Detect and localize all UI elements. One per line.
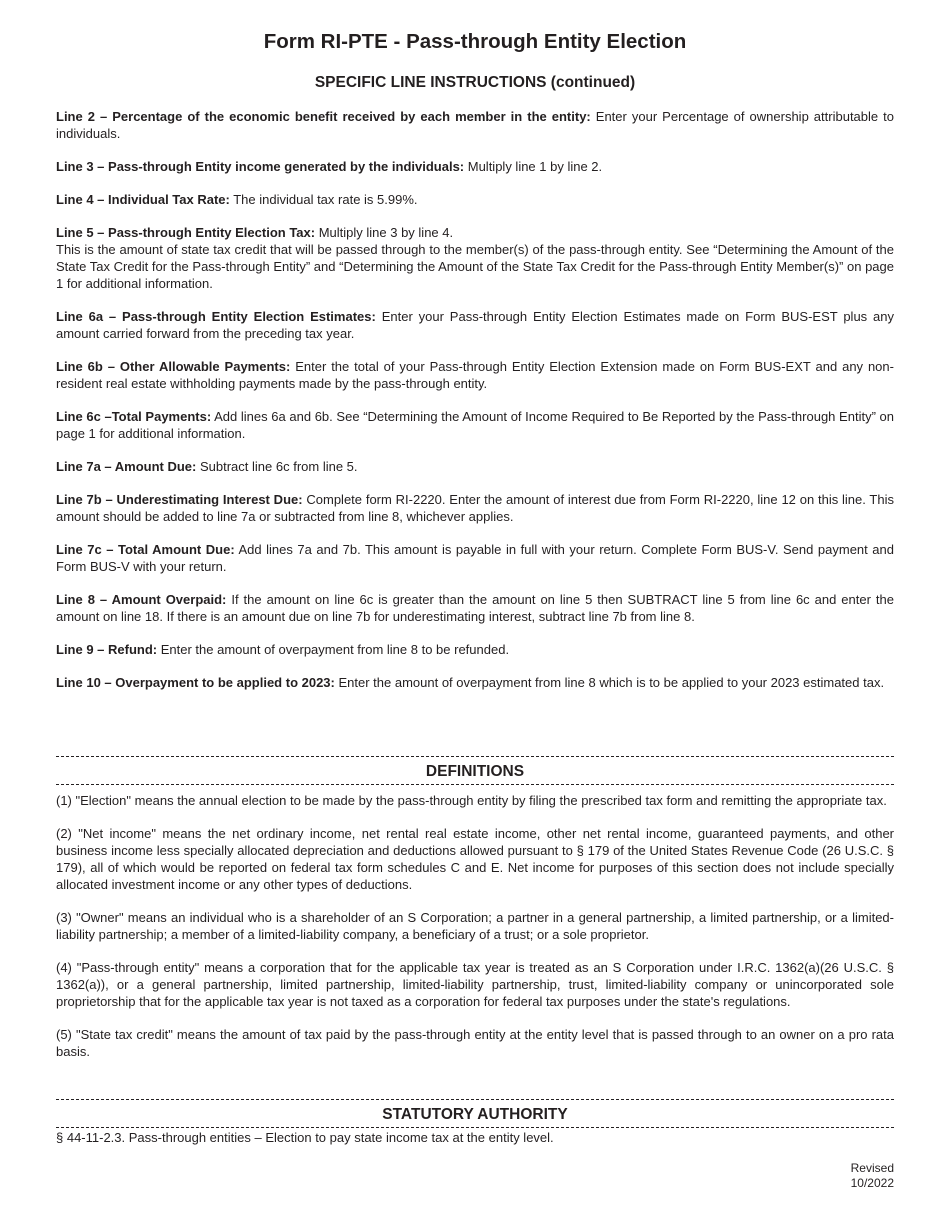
line-instructions [56,108,894,707]
line-extra-text: This is the amount of state tax credit that will be passed through to the member(s) of the pass-through entity. See “Determining the Amount of the State Tax Credit for the Pass-through Entity” and “Determining the Amount of the State Tax Credit for the Pass-through Entity Member(s)” on page 1 for additional information. [56,242,894,291]
line-label: Line 2 – Percentage of the economic benefit received by each member in the entity: [56,109,591,124]
line-label: Line 4 – Individual Tax Rate: [56,192,230,207]
revised-label: Revised [850,1161,894,1175]
line-label: Line 3 – Pass-through Entity income generated by the individuals: [56,159,465,174]
instruction-line-8 [56,591,894,625]
definition-item: (2) "Net income" means the net ordinary income, net rental real estate income, other net rental income, guaranteed payments, and other business income less specially allocated depreciation and deductions allowed pursuant to § 179 of the United States Revenue Code (26 U.S.C. § 179), all of which would be reported on federal tax form schedules C and E. Net income for purposes of this section does not include specially allocated investment income or any other types of deductions. [56,826,894,892]
line-label: Line 5 – Pass-through Entity Election Tax: [56,225,316,240]
instruction-line-7b [56,491,894,525]
definition-item: (1) "Election" means the annual election to be made by the pass-through entity by filing the prescribed tax form and remitting the appropriate tax. [56,793,887,808]
instruction-line-6b [56,358,894,392]
line-label: Line 10 – Overpayment to be applied to 2023: [56,675,335,690]
line-label: Line 6a – Pass-through Entity Election Estimates: [56,309,376,324]
line-label: Line 7c – Total Amount Due: [56,542,235,557]
instruction-line-6a [56,308,894,342]
instruction-line-9 [56,641,894,658]
line-text: Enter the total of your Pass-through Entity Election Extension made on Form BUS-EXT and any non-resident real estate withholding payments made by the pass-through entity. [56,359,894,391]
line-text: Add lines 6a and 6b. See “Determining the Amount of Income Required to Be Reported by the Pass-through Entity” on page 1 for additional information. [56,409,894,441]
line-text: Enter the amount of overpayment from line 8 which is to be applied to your 2023 estimated tax. [334,675,885,690]
divider [56,1127,894,1128]
statutory-header [56,1099,894,1128]
divider [56,784,894,785]
line-label: Line 8 – Amount Overpaid: [56,592,227,607]
definition-item: (4) "Pass-through entity" means a corporation that for the applicable tax year is treated as an S Corporation under I.R.C. 1362(a)(26 U.S.C. § 1362(a)), or a general partnership, limited partnership, limited-liability partnership, trust, limited-liability company or unincorporated sole proprietorship that for the applicable tax year is not taxed as a corporation for federal tax purposes under the state's regulations. [56,960,894,1009]
line-text: Enter the amount of overpayment from line 8 to be refunded. [157,642,510,657]
line-label: Line 9 – Refund: [56,642,158,657]
line-text: Multiply line 1 by line 2. [464,159,603,174]
instruction-line-4 [56,191,894,208]
line-text: Enter your Percentage of ownership attributable to individuals. [56,109,894,141]
line-label: Line 7b – Underestimating Interest Due: [56,492,303,507]
definitions-list [56,792,894,1076]
line-label: Line 7a – Amount Due: [56,459,197,474]
line-text: Complete form RI-2220. Enter the amount of interest due from Form RI-2220, line 12 on this line. This amount should be added to line 7a or subtracted from line 8, whichever applies. [56,492,894,524]
line-label: Line 6c –Total Payments: [56,409,212,424]
line-label: Line 6b – Other Allowable Payments: [56,359,291,374]
statutory-text: § 44-11-2.3. Pass-through entities – Election to pay state income tax at the entity level. [56,1130,554,1145]
instruction-line-10 [56,674,894,691]
definition-item: (5) "State tax credit" means the amount of tax paid by the pass-through entity at the entity level that is passed through to an owner on a pro rata basis. [56,1027,894,1059]
instruction-line-5 [56,224,894,292]
definition-item: (3) "Owner" means an individual who is a shareholder of an S Corporation; a partner in a general partnership, a limited partnership, or a limited-liability partnership; a member of a limited-liability company, a beneficiary of a trust; or a sole proprietor. [56,910,894,942]
instruction-line-3 [56,158,894,175]
line-text: Multiply line 3 by line 4. [315,225,454,240]
line-text: Add lines 7a and 7b. This amount is payable in full with your return. Complete Form BUS-V. Send payment and Form BUS-V with your return. [56,542,894,574]
instruction-line-7a [56,458,894,475]
definitions-header [56,756,894,785]
definitions-heading: DEFINITIONS [425,763,525,780]
statutory-heading: STATUTORY AUTHORITY [382,1106,568,1123]
line-text: Subtract line 6c from line 5. [196,459,358,474]
instruction-line-6c [56,408,894,442]
revised-date: 10/2022 [850,1176,894,1190]
page-title: Form RI-PTE - Pass-through Entity Election [263,30,687,53]
line-text: The individual tax rate is 5.99%. [229,192,418,207]
line-text: Enter your Pass-through Entity Election Estimates made on Form BUS-EST plus any amount carried forward from the preceding tax year. [56,309,894,341]
line-text: If the amount on line 6c is greater than the amount on line 5 then SUBTRACT line 5 from line 6c and enter the amount on line 18. If there is an amount due on line 7b for underestimating interest, subtract line 7b from line 8. [56,592,894,624]
revision-note [851,1161,894,1191]
instruction-line-2 [56,108,894,142]
instruction-line-7c [56,541,894,575]
page-subtitle: SPECIFIC LINE INSTRUCTIONS (continued) [314,74,636,91]
